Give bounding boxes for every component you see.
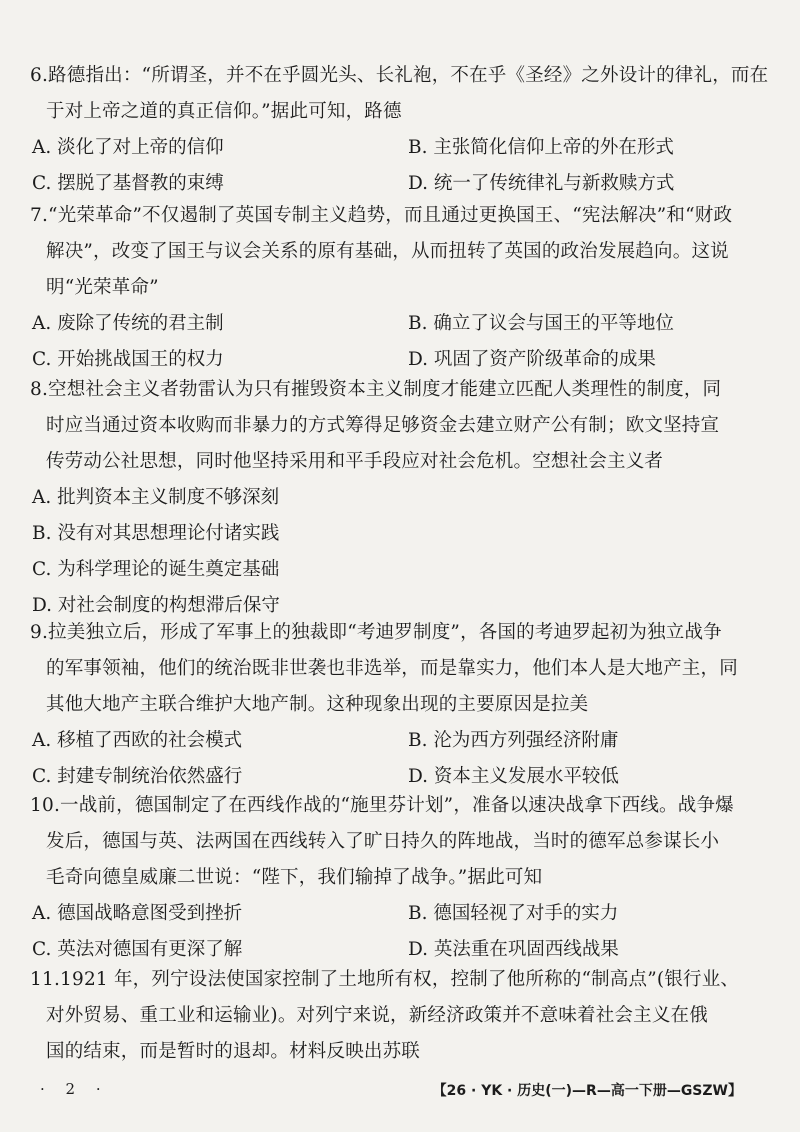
question-10-stem-line-1: 10.一战前，德国制定了在西线作战的“施里芬计划”，准备以速决战拿下西线。战争爆	[30, 795, 734, 816]
question-6-option-d: D. 统一了传统律礼与新救赎方式	[408, 173, 675, 194]
question-7-stem-line-3: 明“光荣革命”	[46, 277, 159, 298]
question-6-option-b: B. 主张简化信仰上帝的外在形式	[408, 137, 674, 158]
question-6-stem-line-1: 6.路德指出：“所谓圣，并不在乎圆光头、长礼袍，不在乎《圣经》之外设计的律礼，而在	[30, 65, 769, 86]
question-9	[30, 615, 775, 795]
question-11-stem-line-2: 对外贸易、重工业和运输业)。对列宁来说，新经济政策并不意味着社会主义在俄	[46, 1005, 708, 1026]
question-7-option-a: A. 废除了传统的君主制	[32, 313, 224, 334]
question-10-stem-line-3: 毛奇向德皇威廉二世说：“陛下，我们输掉了战争。”据此可知	[46, 867, 543, 888]
question-7-stem-line-2: 解决”，改变了国王与议会关系的原有基础，从而扭转了英国的政治发展趋向。这说	[46, 241, 729, 262]
question-8-option-b: B. 没有对其思想理论付诸实践	[32, 523, 280, 544]
question-9-stem-line-1: 9.拉美独立后，形成了军事上的独裁即“考迪罗制度”，各国的考迪罗起初为独立战争	[30, 622, 722, 643]
question-8	[30, 372, 775, 624]
question-10-option-d: D. 英法重在巩固西线战果	[408, 939, 619, 960]
question-11-stem-line-3: 国的结束，而是暂时的退却。材料反映出苏联	[46, 1041, 421, 1062]
question-9-options-row-1	[30, 723, 775, 759]
question-8-option-b-row	[30, 516, 775, 552]
question-7-option-b: B. 确立了议会与国王的平等地位	[408, 313, 674, 334]
question-6-stem-line-2: 于对上帝之道的真正信仰。”据此可知，路德	[46, 101, 402, 122]
question-9-option-b: B. 沦为西方列强经济附庸	[408, 730, 619, 751]
question-6-options-row-1	[30, 130, 775, 166]
question-8-option-c: C. 为科学理论的诞生奠定基础	[32, 559, 280, 580]
question-9-option-a: A. 移植了西欧的社会模式	[32, 730, 243, 751]
question-11	[30, 962, 775, 1070]
question-9-stem-line-3: 其他大地产主联合维护大地产制。这种现象出现的主要原因是拉美	[46, 694, 589, 715]
question-8-stem-line-1: 8.空想社会主义者勃雷认为只有摧毁资本主义制度才能建立匹配人类理性的制度，同	[30, 379, 722, 400]
exam-code: 【26 · YK · 历史(一)—R—高一下册—GSZW】	[432, 1083, 742, 1099]
question-10-option-a: A. 德国战略意图受到挫折	[32, 903, 243, 924]
question-8-option-d: D. 对社会制度的构想滞后保守	[32, 595, 280, 616]
question-10-options-row-1	[30, 896, 775, 932]
question-6-options-row-2	[30, 166, 775, 202]
question-8-option-c-row	[30, 552, 775, 588]
page-number: · 2 ·	[40, 1080, 109, 1098]
question-10-stem-line-2: 发后，德国与英、法两国在西线转入了旷日持久的阵地战，当时的德军总参谋长小	[46, 831, 720, 852]
question-7	[30, 198, 775, 378]
question-8-stem-line-3: 传劳动公社思想，同时他坚持采用和平手段应对社会危机。空想社会主义者	[46, 451, 664, 472]
question-9-option-d: D. 资本主义发展水平较低	[408, 766, 619, 787]
question-7-stem-line-1: 7.“光荣革命”不仅遏制了英国专制主义趋势，而且通过更换国王、“宪法解决”和“财政	[30, 205, 733, 226]
question-7-options-row-1	[30, 306, 775, 342]
question-10-option-c: C. 英法对德国有更深了解	[32, 939, 243, 960]
question-7-option-d: D. 巩固了资产阶级革命的成果	[408, 349, 656, 370]
question-9-stem-line-2: 的军事领袖，他们的统治既非世袭也非选举，而是靠实力，他们本人是大地产主，同	[46, 658, 738, 679]
question-6	[30, 58, 775, 202]
page-footer	[0, 1080, 800, 1110]
question-7-option-c: C. 开始挑战国王的权力	[32, 349, 224, 370]
question-6-option-c: C. 摆脱了基督教的束缚	[32, 173, 224, 194]
question-8-option-a: A. 批判资本主义制度不够深刻	[32, 487, 280, 508]
question-10-option-b: B. 德国轻视了对手的实力	[408, 903, 619, 924]
question-10	[30, 788, 775, 968]
question-8-option-a-row	[30, 480, 775, 516]
question-6-option-a: A. 淡化了对上帝的信仰	[32, 137, 224, 158]
question-11-stem-line-1: 11.1921 年，列宁设法使国家控制了土地所有权，控制了他所称的“制高点”(银行业、	[30, 969, 740, 990]
question-8-stem-line-2: 时应当通过资本收购而非暴力的方式筹得足够资金去建立财产公有制；欧文坚持宣	[46, 415, 720, 436]
question-9-option-c: C. 封建专制统治依然盛行	[32, 766, 243, 787]
